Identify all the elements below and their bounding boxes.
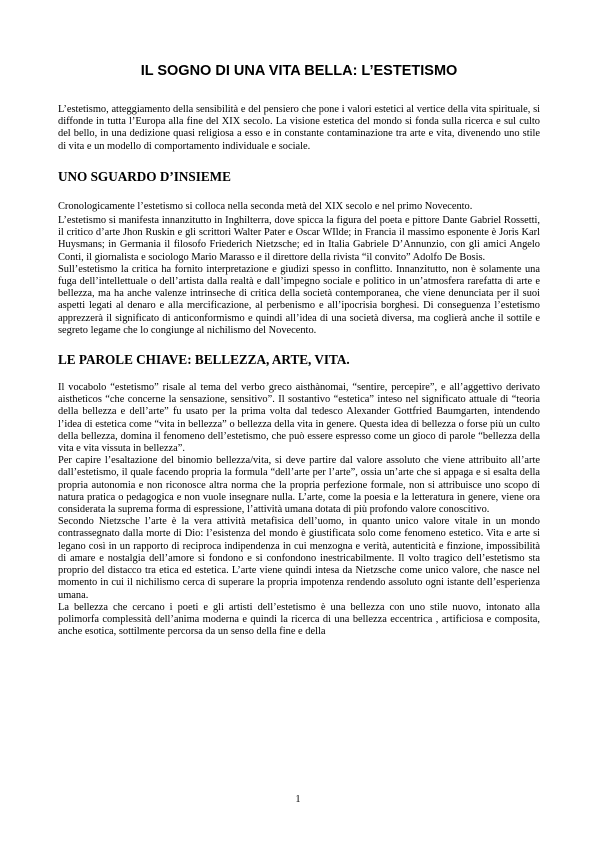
page-number: 1 <box>295 794 301 805</box>
section1-paragraph-1: Cronologicamente l’estetismo si colloca nella seconda metà del XIX secolo e nel primo Novecento. <box>58 200 473 212</box>
document-page <box>58 62 540 638</box>
section-heading-overview: UNO SGUARDO D’INSIEME <box>58 168 231 184</box>
document-title: IL SOGNO DI UNA VITA BELLA: L’ESTETISMO <box>140 63 458 79</box>
intro-paragraph: L’estetismo, atteggiamento della sensibilità e del pensiero che pone i valori estetici al vertice della vita spirituale, si diffonde in tutta l’Europa alla fine del XIX secolo. La visione estetica del mondo si fonda sulla ricerca e sul culto del bello, in una dedizione quasi religiosa a esso e in constante contaminazione tra arte e vita, divenendo uno stile di vita e un modello di comportamento individuale e sociale. <box>58 104 540 152</box>
section2-paragraph-1: Il vocabolo “estetismo” risale al tema del verbo greco aisthànomai, “sentire, percepire”, e all’aggettivo derivato aisthetìcos “che concerne la sensazione, sensitivo”. Il sostantivo “estetica” inteso nel significato attuale di “teoria della bellezza e dell’arte” fu usato per la prima volta dal tedesco Alexander Gottfried Baumgarten, intendendo l’idea di estetica come “vita in bellezza” o bellezza della vita in genere. Questa idea di bellezza o forse più un culto della bellezza, domina il fenomeno dell’estetismo, che può essere espresso come un gioco di parole “bellezza della vita e vita vissuta in bellezza”. <box>58 382 540 455</box>
section2-paragraph-4: La bellezza che cercano i poeti e gli artisti dell’estetismo è una bellezza con uno stile nuovo, intonato alla polimorfa complessità dell’anima moderna e quindi la ricerca di una bellezza eccentrica , artificiosa e composita, anche esotica, sottilmente percorsa da un senso della fine e della <box>58 601 540 638</box>
section-heading-keywords: LE PAROLE CHIAVE: BELLEZZA, ARTE, VITA. <box>58 352 350 368</box>
section1-paragraph-2: L’estetismo si manifesta innanzitutto in Inghilterra, dove spicca la figura del poeta e pittore Dante Gabriel Rossetti, il critico d’arte Jhon Ruskin e gli scrittori Walter Pater e Oscar WIlde; in Francia il massimo esponente è Joris Karl Huysmans; in Germania il filosofo Friederich Nietzsche; ed in Italia Gabriele D’Annunzio, con gli amici Angelo Conti, il giornalista e sociologo Mario Marasso e il direttore della rivista “il convito” Adolfo De Bosis. <box>58 215 540 263</box>
section2-paragraph-3: Secondo Nietzsche l’arte è la vera attività metafisica dell’uomo, in quanto unico valore vitale in un mondo contrassegnato dalla morte di Dio: l’esistenza del mondo è giustificata solo come fenomeno estetico. Vita e arte si legano così in un rapporto di reciproca indipendenza in cui menzogna e verità, autenticità e finzione, impossibilità di amare e nostalgia dell’amore si fondono e si confondono inestricabilmente. Il volto tragico dell’estetismo sta proprio del distacco tra etica ed estetica. L’arte viene quindi intesa da Nietzsche come unico valore, che nasce nel momento in cui il nichilismo cerca di superare la propria impotenza rendendo assoluto ogni istante dell’esperienza umana. <box>58 516 540 601</box>
section1-paragraph-3: Sull’estetismo la critica ha fornito interpretazione e giudizi spesso in conflitto. Innanzitutto, non è solamente una fuga dell’intellettuale o dell’artista dalla realtà e dall’impegno sociale e politico in un’atmosfera rarefatta di arte e bellezza, ma ha anche valenze intrinseche di critica della società contemporanea, che viene denunciata per il suoi aspetti legati al denaro e alla mercificazione, al perbenismo e all’ipocrisia borghesi. Di conseguenza l’estetismo apprezzerà il significato di anticonformismo e quindi all’idea di una società diversa, ma coglierà anche il sottile e segreto legame che lo congiunge al nichilismo del Novecento. <box>58 263 540 336</box>
section2-paragraph-2: Per capire l’esaltazione del binomio bellezza/vita, si deve partire dal valore assoluto che viene attribuito all’arte dall’estetismo, il quale facendo propria la formula “dell’arte per l’arte”, ossia un’arte che si appaga e si esalta della propria autonomia e non riconosce altra norma che la propria perfezione formale, non si attribuisce uno scopo di natura pratica o pedagogica e non vuole insegnare nulla. L’arte, come la poesia e la letteratura in genere, viene ora considerata la suprema forma di espressione, l’attività umana dotata di più profondo valore conoscitivo. <box>58 455 540 516</box>
